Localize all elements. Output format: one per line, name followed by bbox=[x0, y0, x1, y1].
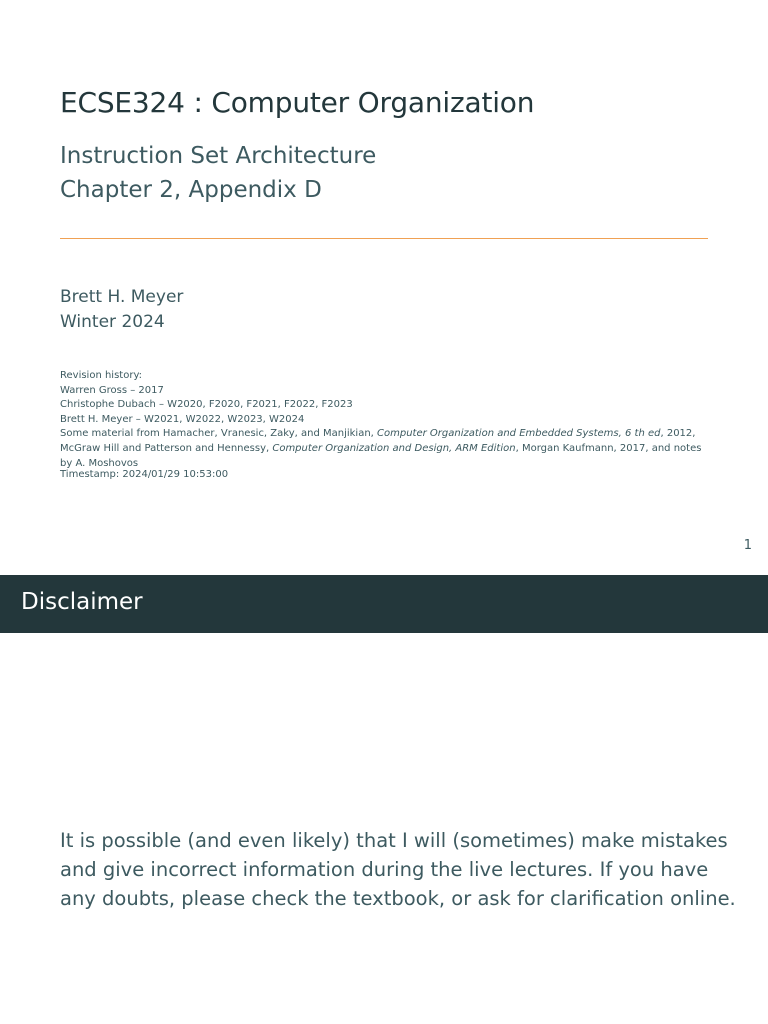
author-block bbox=[60, 285, 183, 335]
disclaimer-slide bbox=[0, 633, 768, 1024]
presentation-title: ECSE324 : Computer Organization bbox=[60, 86, 535, 119]
disclaimer-text: It is possible (and even likely) that I will (sometimes) make mistakes and give incorrect information during the live lectures. If you have any doubts, please check the textbook, or ask for clarification online. bbox=[60, 829, 736, 910]
frame-title: Disclaimer bbox=[21, 589, 143, 615]
book-title-1: Computer Organization and Embedded Systems, 6 th ed bbox=[377, 428, 661, 440]
revision-history bbox=[60, 369, 710, 471]
title-divider bbox=[60, 238, 708, 239]
material-prefix: Some material from Hamacher, Vranesic, Zaky, and Manjikian, bbox=[60, 428, 378, 440]
page-number: 1 bbox=[743, 538, 752, 553]
timestamp: Timestamp: 2024/01/29 10:53:00 bbox=[60, 469, 229, 480]
frame-title-bar bbox=[0, 575, 768, 633]
material-credits bbox=[60, 427, 710, 471]
book-title-2: Computer Organization and Design, ARM Edition bbox=[272, 442, 516, 454]
material-suffix: , Morgan Kaufmann, 2017, and notes by A. Moshovos bbox=[60, 442, 702, 469]
revision-entry: Christophe Dubach – W2020, F2020, F2021, F2022, F2023 bbox=[60, 399, 353, 411]
term: Winter 2024 bbox=[60, 312, 165, 332]
material-mid: , 2012, McGraw Hill and Patterson and Hennessy, bbox=[60, 428, 696, 454]
subtitle-line-1: Instruction Set Architecture bbox=[60, 143, 377, 169]
author-name: Brett H. Meyer bbox=[60, 287, 184, 307]
revision-entry: Brett H. Meyer – W2021, W2022, W2023, W2024 bbox=[60, 413, 305, 425]
revision-heading: Revision history: bbox=[60, 370, 143, 381]
subtitle-line-2: Chapter 2, Appendix D bbox=[60, 177, 322, 203]
revision-entry: Warren Gross – 2017 bbox=[60, 384, 164, 396]
presentation-subtitle bbox=[60, 139, 376, 207]
